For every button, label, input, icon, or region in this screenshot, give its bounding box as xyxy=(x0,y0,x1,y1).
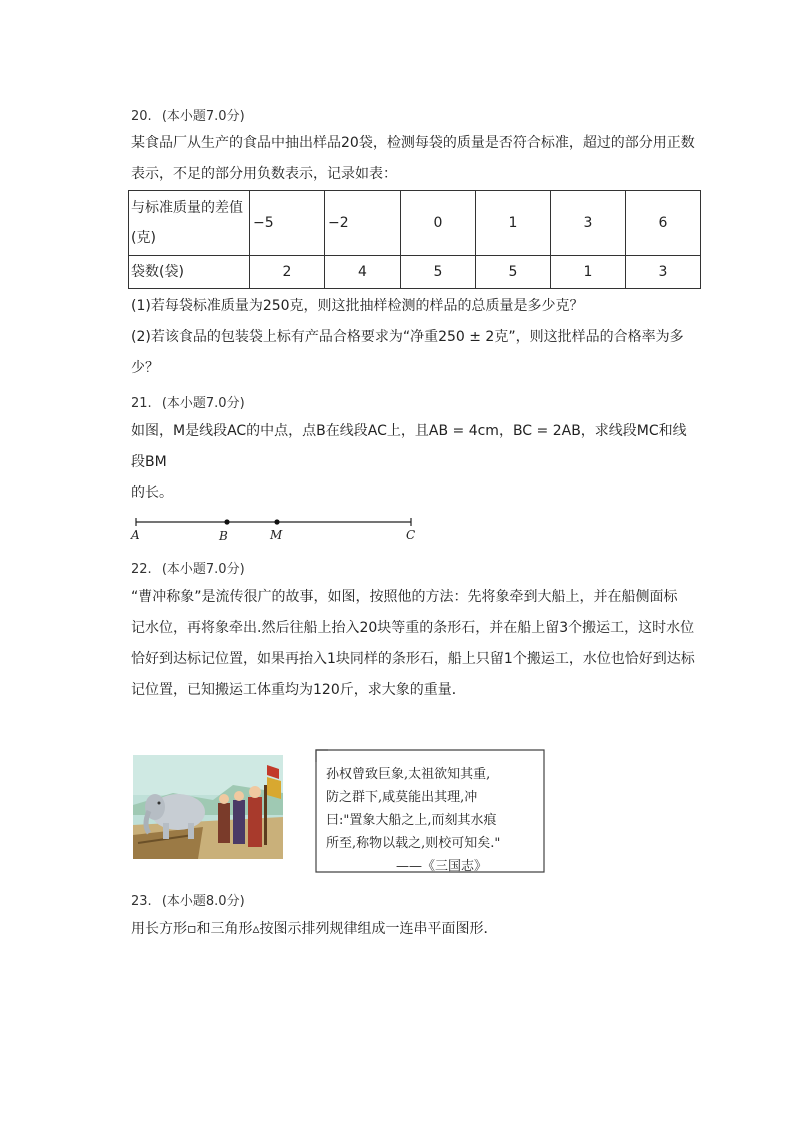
q22-text xyxy=(131,582,696,706)
q22-line3: 恰好到达标记位置，如果再抬入1块同样的条形石，船上只留1个搬运工，水位也恰好到达标 xyxy=(131,651,695,667)
table-cell: 5 xyxy=(401,256,476,289)
q20-number: 20. xyxy=(131,109,152,124)
table-cell: −2 xyxy=(325,191,401,256)
q20-score: (本小题7.0分) xyxy=(161,109,245,124)
label-m: M xyxy=(270,528,283,542)
table-row xyxy=(129,256,701,289)
table-cell: 3 xyxy=(626,256,701,289)
q23-score: (本小题8.0分) xyxy=(161,894,245,909)
table-cell: 4 xyxy=(325,256,401,289)
table-cell: 1 xyxy=(476,191,551,256)
table-cell: 1 xyxy=(551,256,626,289)
q23-heading xyxy=(131,890,245,909)
q21-heading xyxy=(131,392,245,411)
table-row1-header xyxy=(129,191,250,256)
q21-text-line2: 的长。 xyxy=(131,485,173,501)
q20-intro-line2: 表示，不足的部分用负数表示，记录如表： xyxy=(131,166,397,182)
table-cell: 6 xyxy=(626,191,701,256)
q22-heading xyxy=(131,558,245,577)
q20-intro xyxy=(131,128,696,190)
label-c: C xyxy=(406,528,416,542)
q21-text xyxy=(131,416,696,509)
table-row2-header: 袋数(袋) xyxy=(129,256,250,289)
quote-line2: 防之群下,咸莫能出其理,冲 xyxy=(326,790,478,805)
quote-text xyxy=(326,763,546,878)
label-b: B xyxy=(219,529,228,543)
q23-text-line: 用长方形▫和三角形▵按图示排列规律组成一连串平面图形． xyxy=(131,921,498,937)
table-cell: 0 xyxy=(401,191,476,256)
q20-parts xyxy=(131,291,696,384)
q21-number: 21. xyxy=(131,396,152,411)
quote-line4: 所至,称物以载之,则校可知矣." xyxy=(326,836,501,851)
table-row xyxy=(129,191,701,256)
row1-header-line1: 与标准质量的差值 xyxy=(131,200,243,216)
quote-source: ——《三国志》 xyxy=(396,859,488,874)
q20-data-table xyxy=(128,190,701,289)
q22-line4: 记位置，已知搬运工体重均为120斤，求大象的重量． xyxy=(131,682,466,698)
q20-intro-line1: 某食品厂从生产的食品中抽出样品20袋，检测每袋的质量是否符合标准，超过的部分用正数 xyxy=(131,135,695,151)
table-cell: 5 xyxy=(476,256,551,289)
q23-number: 23. xyxy=(131,894,152,909)
q20-part2-line2: 少？ xyxy=(131,360,159,376)
segment-figure xyxy=(130,505,430,550)
label-a: A xyxy=(131,528,140,542)
quote-line3: 曰:"置象大船之上,而刻其水痕 xyxy=(326,813,497,828)
table-cell: −5 xyxy=(250,191,325,256)
q21-score: (本小题7.0分) xyxy=(161,396,245,411)
q22-number: 22. xyxy=(131,562,152,577)
q22-line1: “曹冲称象”是流传很广的故事，如图，按照他的方法：先将象牵到大船上，并在船侧面标 xyxy=(131,589,678,605)
q22-line2: 记水位，再将象牵出.然后往船上抬入20块等重的条形石，并在船上留3个搬运工，这时水位 xyxy=(131,620,695,636)
point-m-dot xyxy=(274,519,279,524)
quote-line1: 孙权曾致巨象,太祖欲知其重, xyxy=(326,767,491,782)
q20-part1: (1)若每袋标准质量为250克，则这批抽样检测的样品的总质量是多少克？ xyxy=(131,298,584,314)
q20-heading xyxy=(131,105,245,124)
elephant-illustration xyxy=(133,755,283,859)
q22-score: (本小题7.0分) xyxy=(161,562,245,577)
q21-text-line1: 如图，M是线段AC的中点，点B在线段AC上，且AB = 4cm，BC = 2AB，求线段MC和线段BM xyxy=(131,423,687,470)
row1-header-line2: (克) xyxy=(131,230,156,246)
table-cell: 3 xyxy=(551,191,626,256)
q20-part2-line1: (2)若该食品的包装袋上标有产品合格要求为“净重250 ± 2克”，则这批样品的合格率为多 xyxy=(131,329,684,345)
table-cell: 2 xyxy=(250,256,325,289)
point-b-dot xyxy=(224,519,229,524)
q23-text xyxy=(131,914,696,945)
